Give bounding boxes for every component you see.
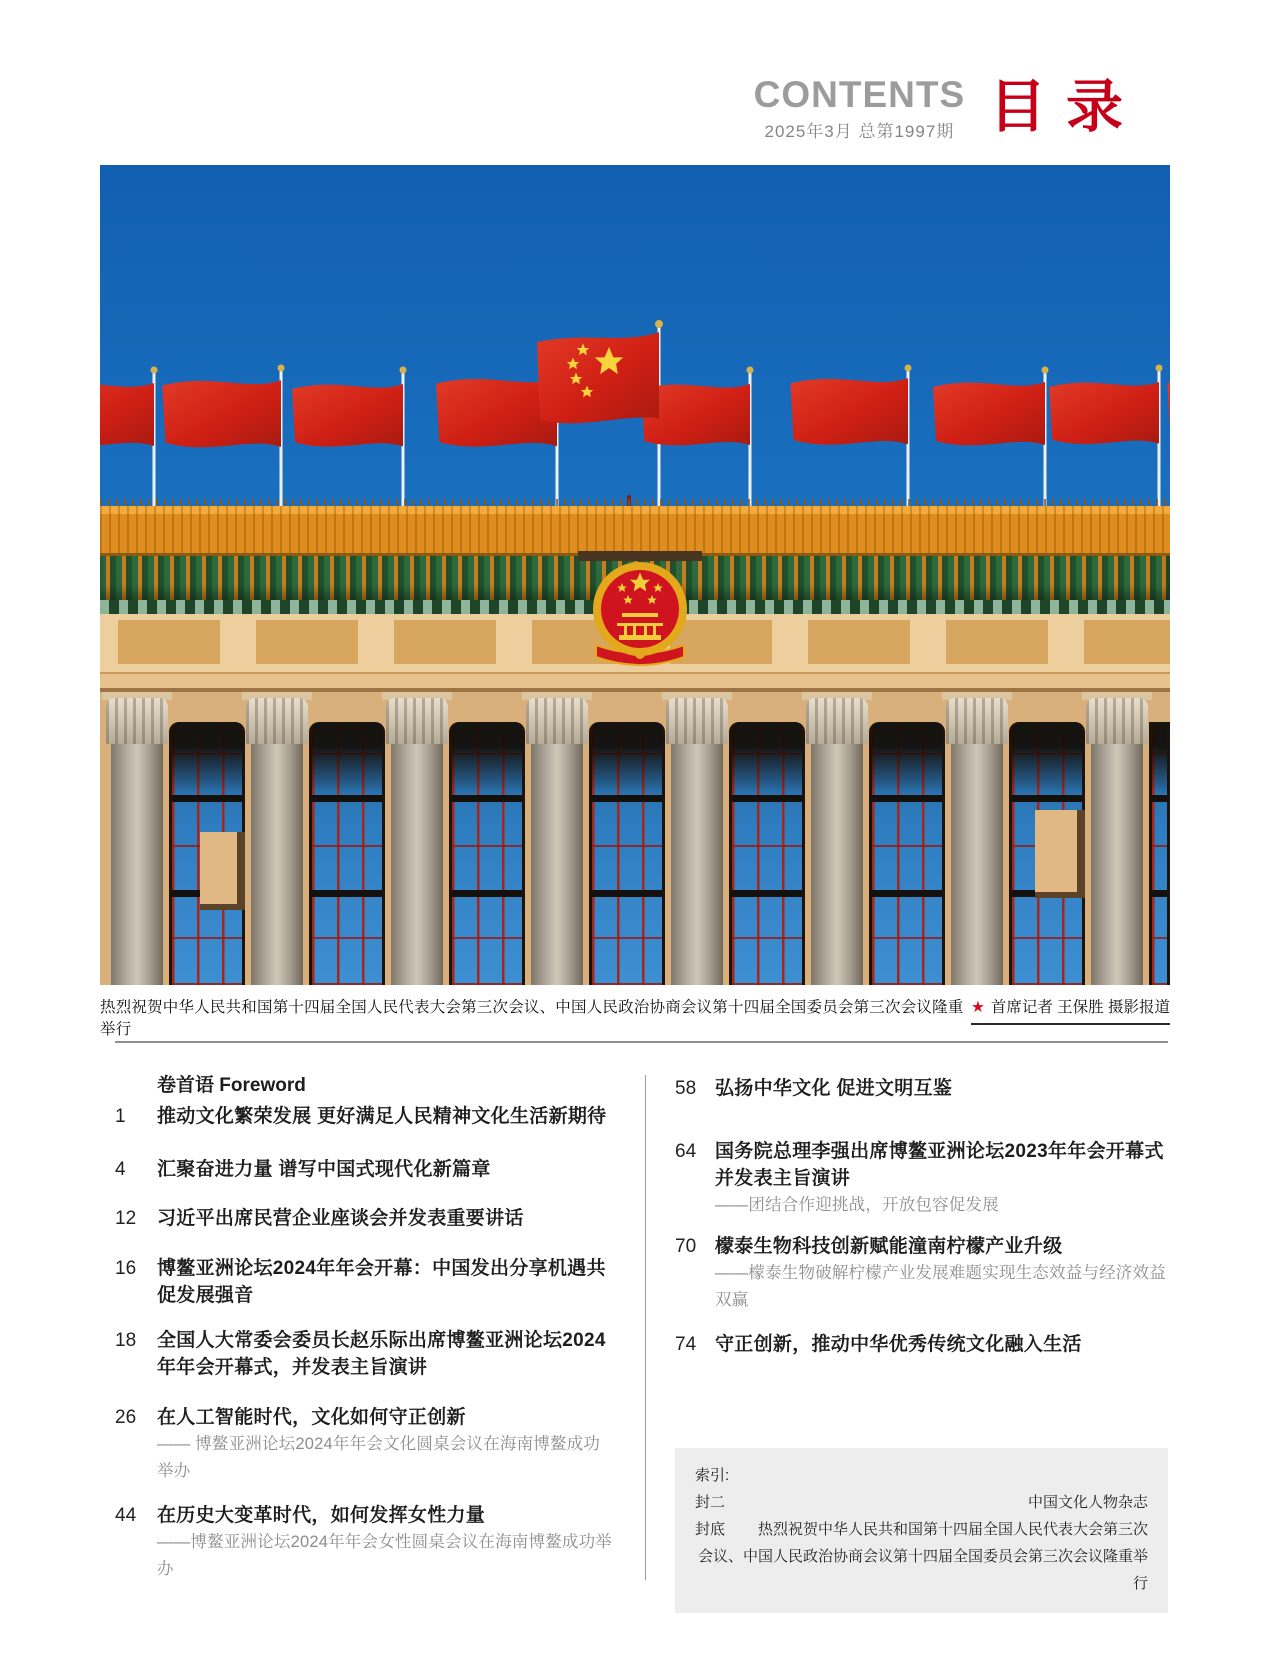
page-number: 12 bbox=[115, 1208, 137, 1229]
window bbox=[729, 722, 805, 985]
toc-item bbox=[115, 1156, 612, 1183]
toc-item bbox=[115, 1103, 612, 1130]
toc-item bbox=[115, 1327, 612, 1381]
national-emblem bbox=[588, 557, 692, 677]
masthead bbox=[754, 76, 1125, 142]
page-number: 4 bbox=[115, 1159, 126, 1180]
article-subtitle: ——团结合作迎挑战，开放包容促发展 bbox=[715, 1196, 999, 1214]
red-flags bbox=[100, 332, 1170, 447]
page-number: 18 bbox=[115, 1330, 137, 1351]
golden-roof-band bbox=[100, 506, 1170, 556]
window bbox=[589, 722, 665, 985]
window bbox=[309, 722, 385, 985]
horizontal-divider bbox=[115, 1041, 1168, 1043]
facade-lower bbox=[100, 692, 1170, 985]
article-title: 在历史大变革时代，如何发挥女性力量 bbox=[157, 1505, 486, 1526]
toc-column-left bbox=[115, 1072, 612, 1583]
index-label: 封二 bbox=[695, 1494, 726, 1511]
balcony-wall bbox=[200, 832, 245, 910]
contents-label: CONTENTS bbox=[753, 74, 966, 115]
photo-caption: 热烈祝贺中华人民共和国第十四届全国人民代表大会第三次会议、中国人民政治协商会议第十四届全国委员会第三次会议隆重举行 bbox=[100, 999, 964, 1038]
page-number: 44 bbox=[115, 1505, 137, 1526]
column-divider bbox=[645, 1075, 646, 1580]
article-title: 檬泰生物科技创新赋能潼南柠檬产业升级 bbox=[715, 1236, 1063, 1257]
contents-block bbox=[754, 76, 966, 142]
page-number: 1 bbox=[115, 1106, 126, 1127]
page-number: 26 bbox=[115, 1407, 137, 1428]
article-subtitle: ——檬泰生物破解柠檬产业发展难题实现生态效益与经济效益双赢 bbox=[715, 1264, 1166, 1309]
toc-item bbox=[675, 1233, 1168, 1314]
toc-item bbox=[115, 1502, 612, 1583]
stone-column bbox=[806, 692, 868, 985]
page-number: 16 bbox=[115, 1258, 137, 1279]
window bbox=[1149, 722, 1170, 985]
page-number: 64 bbox=[675, 1141, 697, 1162]
toc-item bbox=[115, 1255, 612, 1309]
balcony-wall bbox=[1035, 810, 1085, 898]
article-title: 博鳌亚洲论坛2024年年会开幕：中国发出分享机遇共促发展强音 bbox=[157, 1258, 606, 1306]
cover-photo bbox=[100, 165, 1170, 985]
article-subtitle: ——博鳌亚洲论坛2024年年会女性圆桌会议在海南博鳌成功举办 bbox=[157, 1533, 613, 1578]
stone-column bbox=[666, 692, 728, 985]
stone-column bbox=[246, 692, 308, 985]
page-title: 目 录 bbox=[989, 75, 1125, 139]
toc-item bbox=[675, 1331, 1168, 1358]
toc-item bbox=[115, 1205, 612, 1232]
section-heading: 卷首语 Foreword bbox=[157, 1075, 306, 1096]
article-title: 汇聚奋进力量 谱写中国式现代化新篇章 bbox=[157, 1159, 491, 1180]
toc-column-right bbox=[675, 1075, 1168, 1613]
index-value: 热烈祝贺中华人民共和国第十四届全国人民代表大会第三次会议、中国人民政治协商会议第十四届全国委员会第三次会议隆重举行 bbox=[697, 1521, 1148, 1592]
article-title: 推动文化繁荣发展 更好满足人民精神文化生活新期待 bbox=[157, 1106, 607, 1127]
toc-section-heading bbox=[115, 1072, 612, 1099]
index-row bbox=[695, 1489, 1148, 1516]
stone-column bbox=[386, 692, 448, 985]
page-number: 70 bbox=[675, 1236, 697, 1257]
index-row bbox=[695, 1516, 1148, 1597]
toc-item bbox=[115, 1404, 612, 1485]
stone-column bbox=[106, 692, 168, 985]
page-number: 58 bbox=[675, 1078, 697, 1099]
page-number: 74 bbox=[675, 1334, 697, 1355]
star-icon: ★ bbox=[970, 999, 985, 1016]
photo-caption-row bbox=[100, 997, 1170, 1041]
window bbox=[449, 722, 525, 985]
article-title: 习近平出席民营企业座谈会并发表重要讲话 bbox=[157, 1208, 524, 1229]
article-title: 全国人大常委会委员长赵乐际出席博鳌亚洲论坛2024年年会开幕式，并发表主旨演讲 bbox=[157, 1330, 606, 1378]
index-box bbox=[675, 1448, 1168, 1613]
index-label: 封底 bbox=[695, 1521, 726, 1538]
article-subtitle: —— 博鳌亚洲论坛2024年年会文化圆桌会议在海南博鳌成功举办 bbox=[157, 1435, 601, 1480]
article-title: 国务院总理李强出席博鳌亚洲论坛2023年年会开幕式并发表主旨演讲 bbox=[715, 1141, 1164, 1189]
issue-info: 2025年3月 总第1997期 bbox=[764, 122, 955, 141]
toc-item bbox=[675, 1075, 1168, 1102]
index-heading: 索引: bbox=[695, 1467, 730, 1484]
photo-credit-text: 首席记者 王保胜 摄影报道 bbox=[990, 999, 1170, 1016]
stone-column bbox=[526, 692, 588, 985]
article-title: 守正创新，推动中华优秀传统文化融入生活 bbox=[715, 1334, 1082, 1355]
national-flag bbox=[537, 332, 659, 423]
stone-column bbox=[946, 692, 1008, 985]
photo-credit bbox=[971, 997, 1170, 1025]
stone-column bbox=[1086, 692, 1148, 985]
window bbox=[869, 722, 945, 985]
article-title: 弘扬中华文化 促进文明互鉴 bbox=[715, 1078, 953, 1099]
article-title: 在人工智能时代，文化如何守正创新 bbox=[157, 1407, 466, 1428]
index-value: 中国文化人物杂志 bbox=[1027, 1494, 1148, 1511]
toc-item bbox=[675, 1138, 1168, 1219]
